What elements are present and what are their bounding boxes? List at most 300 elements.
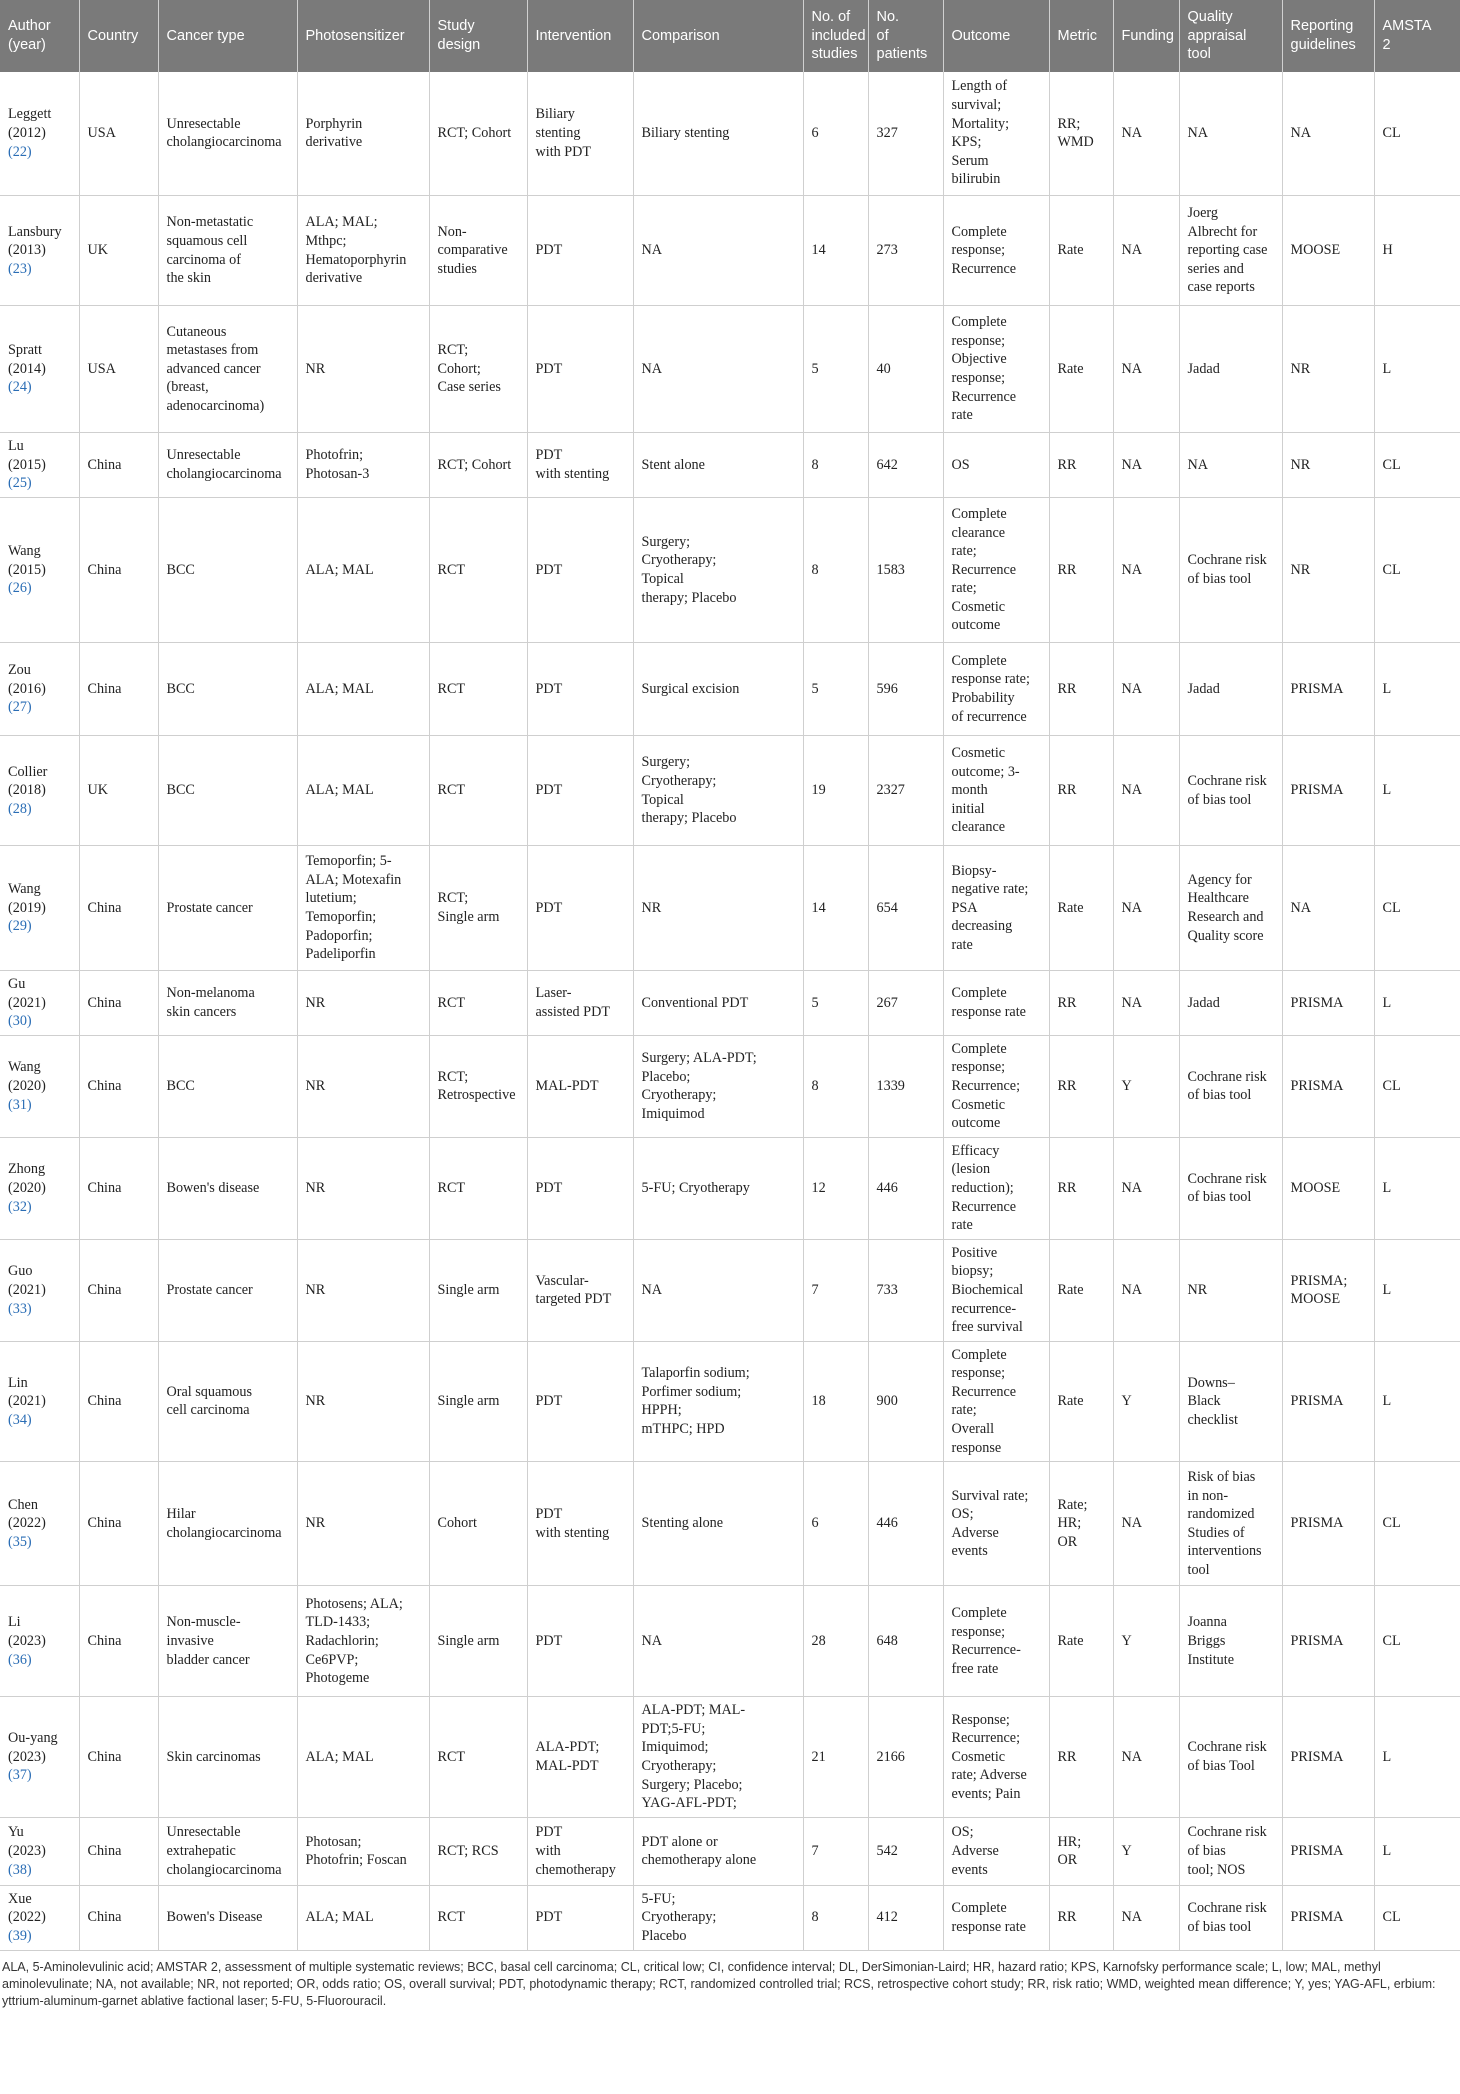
- author-year: Wang (2015): [8, 543, 46, 578]
- intervention-cell: PDT: [527, 1137, 633, 1239]
- reporting-guidelines-cell: PRISMA: [1282, 1817, 1374, 1885]
- table-row: [0, 1341, 1460, 1462]
- author-year: Lu (2015): [8, 438, 46, 473]
- quality-tool-cell: NA: [1179, 433, 1282, 498]
- reference-link[interactable]: (29): [8, 918, 32, 935]
- comparison-cell: ALA-PDT; MAL- PDT;5-FU; Imiquimod; Cryotherapy; Surgery; Placebo; YAG-AFL-PDT;: [633, 1697, 803, 1818]
- intervention-cell: PDT: [527, 306, 633, 433]
- author-year-cell: [0, 846, 79, 971]
- intervention-cell: PDT with stenting: [527, 433, 633, 498]
- patients-cell: 446: [868, 1137, 943, 1239]
- outcome-cell: OS: [943, 433, 1049, 498]
- included-studies-cell: 5: [803, 971, 868, 1036]
- included-studies-cell: 12: [803, 1137, 868, 1239]
- cancer-type-cell: Prostate cancer: [158, 846, 297, 971]
- author-year-cell: [0, 643, 79, 736]
- cancer-type-cell: Non-muscle- invasive bladder cancer: [158, 1586, 297, 1697]
- amstar-cell: CL: [1374, 433, 1460, 498]
- included-studies-cell: 28: [803, 1586, 868, 1697]
- cancer-type-cell: BCC: [158, 1035, 297, 1137]
- table-body: [0, 72, 1460, 1951]
- table-row: [0, 643, 1460, 736]
- country-cell: China: [79, 1341, 158, 1462]
- included-studies-cell: 8: [803, 433, 868, 498]
- reference-link[interactable]: (31): [8, 1096, 32, 1113]
- funding-cell: NA: [1113, 1462, 1179, 1586]
- table-row: [0, 433, 1460, 498]
- included-studies-cell: 7: [803, 1817, 868, 1885]
- reporting-guidelines-cell: NR: [1282, 498, 1374, 643]
- reference-link[interactable]: (24): [8, 379, 32, 396]
- comparison-cell: Surgery; Cryotherapy; Topical therapy; Placebo: [633, 498, 803, 643]
- table-row: [0, 1885, 1460, 1950]
- intervention-cell: PDT: [527, 846, 633, 971]
- included-studies-cell: 8: [803, 498, 868, 643]
- comparison-cell: Biliary stenting: [633, 72, 803, 196]
- metric-cell: RR: [1049, 643, 1113, 736]
- intervention-cell: PDT: [527, 736, 633, 846]
- reference-link[interactable]: (36): [8, 1651, 32, 1668]
- quality-tool-cell: Cochrane risk of bias tool: [1179, 1035, 1282, 1137]
- outcome-cell: Complete response; Recurrence- free rate: [943, 1586, 1049, 1697]
- reference-link[interactable]: (26): [8, 580, 32, 597]
- reference-link[interactable]: (23): [8, 260, 32, 277]
- cancer-type-cell: BCC: [158, 643, 297, 736]
- patients-cell: 642: [868, 433, 943, 498]
- photosensitizer-cell: ALA; MAL: [297, 1697, 429, 1818]
- author-year-cell: [0, 196, 79, 306]
- table-row: [0, 846, 1460, 971]
- amstar-cell: L: [1374, 736, 1460, 846]
- author-year-cell: [0, 498, 79, 643]
- funding-cell: Y: [1113, 1035, 1179, 1137]
- author-year: Zou (2016): [8, 662, 46, 697]
- photosensitizer-cell: NR: [297, 1035, 429, 1137]
- funding-cell: NA: [1113, 971, 1179, 1036]
- table-row: [0, 1697, 1460, 1818]
- column-header: Author (year): [0, 0, 79, 72]
- funding-cell: Y: [1113, 1341, 1179, 1462]
- metric-cell: Rate; HR; OR: [1049, 1462, 1113, 1586]
- cancer-type-cell: Bowen's disease: [158, 1137, 297, 1239]
- intervention-cell: PDT: [527, 1586, 633, 1697]
- photosensitizer-cell: NR: [297, 306, 429, 433]
- metric-cell: HR; OR: [1049, 1817, 1113, 1885]
- reference-link[interactable]: (39): [8, 1928, 32, 1944]
- table-row: [0, 1239, 1460, 1341]
- amstar-cell: CL: [1374, 846, 1460, 971]
- study-design-cell: Non- comparative studies: [429, 196, 527, 306]
- patients-cell: 542: [868, 1817, 943, 1885]
- included-studies-cell: 6: [803, 1462, 868, 1586]
- amstar-cell: L: [1374, 306, 1460, 433]
- column-header: Metric: [1049, 0, 1113, 72]
- amstar-cell: L: [1374, 1817, 1460, 1885]
- column-header: Quality appraisal tool: [1179, 0, 1282, 72]
- table-row: [0, 1137, 1460, 1239]
- included-studies-cell: 5: [803, 643, 868, 736]
- author-year: Guo (2021): [8, 1263, 46, 1298]
- comparison-cell: Surgery; Cryotherapy; Topical therapy; Placebo: [633, 736, 803, 846]
- amstar-cell: L: [1374, 643, 1460, 736]
- reference-link[interactable]: (25): [8, 475, 32, 492]
- comparison-cell: Surgical excision: [633, 643, 803, 736]
- author-year: Xue (2022): [8, 1890, 46, 1926]
- patients-cell: 654: [868, 846, 943, 971]
- reporting-guidelines-cell: MOOSE: [1282, 196, 1374, 306]
- reporting-guidelines-cell: MOOSE: [1282, 1137, 1374, 1239]
- included-studies-cell: 21: [803, 1697, 868, 1818]
- quality-tool-cell: Cochrane risk of bias tool: [1179, 1885, 1282, 1950]
- intervention-cell: PDT: [527, 1885, 633, 1950]
- patients-cell: 412: [868, 1885, 943, 1950]
- cancer-type-cell: Unresectable cholangiocarcinoma: [158, 433, 297, 498]
- amstar-cell: CL: [1374, 1035, 1460, 1137]
- quality-tool-cell: Cochrane risk of bias Tool: [1179, 1697, 1282, 1818]
- amstar-cell: CL: [1374, 72, 1460, 196]
- author-year: Yu (2023): [8, 1824, 46, 1860]
- reference-link[interactable]: (38): [8, 1861, 32, 1878]
- quality-tool-cell: Joanna Briggs Institute: [1179, 1586, 1282, 1697]
- author-year-cell: [0, 1341, 79, 1462]
- cancer-type-cell: Hilar cholangiocarcinoma: [158, 1462, 297, 1586]
- comparison-cell: Talaporfin sodium; Porfimer sodium; HPPH; mTHPC; HPD: [633, 1341, 803, 1462]
- column-header: Comparison: [633, 0, 803, 72]
- comparison-cell: PDT alone or chemotherapy alone: [633, 1817, 803, 1885]
- included-studies-cell: 7: [803, 1239, 868, 1341]
- funding-cell: NA: [1113, 736, 1179, 846]
- author-year-cell: [0, 1137, 79, 1239]
- table-row: [0, 736, 1460, 846]
- intervention-cell: PDT with chemotherapy: [527, 1817, 633, 1885]
- cancer-type-cell: Cutaneous metastases from advanced cancer (breast, adenocarcinoma): [158, 306, 297, 433]
- funding-cell: NA: [1113, 1697, 1179, 1818]
- included-studies-cell: 8: [803, 1035, 868, 1137]
- study-design-cell: RCT: [429, 736, 527, 846]
- patients-cell: 327: [868, 72, 943, 196]
- metric-cell: Rate: [1049, 846, 1113, 971]
- reference-link[interactable]: (28): [8, 800, 32, 817]
- cancer-type-cell: BCC: [158, 736, 297, 846]
- table-row: [0, 498, 1460, 643]
- intervention-cell: Vascular- targeted PDT: [527, 1239, 633, 1341]
- reference-link[interactable]: (27): [8, 699, 32, 716]
- quality-tool-cell: NR: [1179, 1239, 1282, 1341]
- author-year-cell: [0, 736, 79, 846]
- cancer-type-cell: BCC: [158, 498, 297, 643]
- author-year: Ou-yang (2023): [8, 1730, 58, 1765]
- reference-link[interactable]: (34): [8, 1411, 32, 1428]
- table-header-row: [0, 0, 1460, 72]
- study-design-cell: Single arm: [429, 1341, 527, 1462]
- amstar-cell: L: [1374, 1239, 1460, 1341]
- reference-link[interactable]: (22): [8, 143, 32, 160]
- amstar-cell: CL: [1374, 1462, 1460, 1586]
- cancer-type-cell: Unresectable extrahepatic cholangiocarcinoma: [158, 1817, 297, 1885]
- comparison-cell: NA: [633, 306, 803, 433]
- comparison-cell: Stent alone: [633, 433, 803, 498]
- author-year-cell: [0, 433, 79, 498]
- funding-cell: NA: [1113, 643, 1179, 736]
- funding-cell: NA: [1113, 196, 1179, 306]
- table-row: [0, 306, 1460, 433]
- cancer-type-cell: Prostate cancer: [158, 1239, 297, 1341]
- quality-tool-cell: Joerg Albrecht for reporting case series and case reports: [1179, 196, 1282, 306]
- patients-cell: 446: [868, 1462, 943, 1586]
- reporting-guidelines-cell: PRISMA: [1282, 1035, 1374, 1137]
- author-year-cell: [0, 1035, 79, 1137]
- column-header: Intervention: [527, 0, 633, 72]
- table-row: [0, 72, 1460, 196]
- metric-cell: RR: [1049, 433, 1113, 498]
- country-cell: China: [79, 1586, 158, 1697]
- quality-tool-cell: Cochrane risk of bias tool: [1179, 498, 1282, 643]
- country-cell: China: [79, 846, 158, 971]
- amstar-cell: CL: [1374, 1885, 1460, 1950]
- patients-cell: 1583: [868, 498, 943, 643]
- study-design-cell: RCT; Cohort: [429, 433, 527, 498]
- metric-cell: RR: [1049, 1035, 1113, 1137]
- photosensitizer-cell: ALA; MAL: [297, 736, 429, 846]
- funding-cell: NA: [1113, 846, 1179, 971]
- amstar-cell: CL: [1374, 1586, 1460, 1697]
- included-studies-cell: 19: [803, 736, 868, 846]
- photosensitizer-cell: Photofrin; Photosan-3: [297, 433, 429, 498]
- metric-cell: Rate: [1049, 1239, 1113, 1341]
- outcome-cell: Cosmetic outcome; 3- month initial clearance: [943, 736, 1049, 846]
- amstar-cell: L: [1374, 971, 1460, 1036]
- amstar-cell: L: [1374, 1341, 1460, 1462]
- quality-tool-cell: Cochrane risk of bias tool; NOS: [1179, 1817, 1282, 1885]
- country-cell: China: [79, 1462, 158, 1586]
- funding-cell: NA: [1113, 72, 1179, 196]
- funding-cell: NA: [1113, 498, 1179, 643]
- country-cell: China: [79, 1137, 158, 1239]
- outcome-cell: Complete response; Objective response; Recurrence rate: [943, 306, 1049, 433]
- author-year: Chen (2022): [8, 1496, 46, 1532]
- intervention-cell: PDT with stenting: [527, 1462, 633, 1586]
- author-year: Wang (2019): [8, 881, 46, 916]
- country-cell: China: [79, 643, 158, 736]
- comparison-cell: NA: [633, 196, 803, 306]
- study-design-cell: RCT: [429, 498, 527, 643]
- reporting-guidelines-cell: PRISMA: [1282, 1885, 1374, 1950]
- quality-tool-cell: Cochrane risk of bias tool: [1179, 736, 1282, 846]
- author-year: Zhong (2020): [8, 1161, 46, 1196]
- reference-link[interactable]: (35): [8, 1534, 32, 1551]
- country-cell: USA: [79, 72, 158, 196]
- photosensitizer-cell: NR: [297, 1462, 429, 1586]
- metric-cell: RR: [1049, 498, 1113, 643]
- metric-cell: Rate: [1049, 306, 1113, 433]
- cancer-type-cell: Bowen's Disease: [158, 1885, 297, 1950]
- table-footnote: ALA, 5-Aminolevulinic acid; AMSTAR 2, assessment of multiple systematic reviews; BCC, basal cell carcinoma; CL, critical low; CI, confidence interval; DL, DerSimonian-Laird; HR, hazard ratio; KPS, Karnofsky performance scale; L, low; MAL, methyl aminolevulinate; NA, not available; NR, not reported; OR, odds ratio; OS, overall survival; PDT, photodynamic therapy; RCT, randomized controlled trial; RCS, retrospective cohort study; RR, risk ratio; WMD, weighted mean difference; Y, yes; YAG-AFL, erbium: yttrium-aluminum-garnet ablative factional laser; 5-FU, 5-Fluorouracil.: [2, 1959, 1436, 2008]
- comparison-cell: Conventional PDT: [633, 971, 803, 1036]
- reporting-guidelines-cell: PRISMA: [1282, 1341, 1374, 1462]
- outcome-cell: Response; Recurrence; Cosmetic rate; Adverse events; Pain: [943, 1697, 1049, 1818]
- funding-cell: NA: [1113, 306, 1179, 433]
- reporting-guidelines-cell: PRISMA; MOOSE: [1282, 1239, 1374, 1341]
- study-design-cell: Single arm: [429, 1239, 527, 1341]
- metric-cell: RR: [1049, 971, 1113, 1036]
- outcome-cell: Efficacy (lesion reduction); Recurrence rate: [943, 1137, 1049, 1239]
- comparison-cell: NA: [633, 1239, 803, 1341]
- patients-cell: 596: [868, 643, 943, 736]
- funding-cell: NA: [1113, 1239, 1179, 1341]
- outcome-cell: Complete response rate: [943, 1885, 1049, 1950]
- reference-link[interactable]: (32): [8, 1198, 32, 1215]
- country-cell: China: [79, 433, 158, 498]
- author-year: Lin (2021): [8, 1374, 46, 1410]
- patients-cell: 733: [868, 1239, 943, 1341]
- author-year: Li (2023): [8, 1614, 46, 1649]
- intervention-cell: MAL-PDT: [527, 1035, 633, 1137]
- country-cell: China: [79, 971, 158, 1036]
- included-studies-cell: 8: [803, 1885, 868, 1950]
- funding-cell: NA: [1113, 1137, 1179, 1239]
- reporting-guidelines-cell: NA: [1282, 846, 1374, 971]
- intervention-cell: PDT: [527, 643, 633, 736]
- study-design-cell: RCT; Retrospective: [429, 1035, 527, 1137]
- author-year-cell: [0, 1885, 79, 1950]
- cancer-type-cell: Non-metastatic squamous cell carcinoma of the skin: [158, 196, 297, 306]
- country-cell: China: [79, 1817, 158, 1885]
- reference-link[interactable]: (33): [8, 1300, 32, 1317]
- author-year: Spratt (2014): [8, 342, 46, 377]
- intervention-cell: Biliary stenting with PDT: [527, 72, 633, 196]
- included-studies-cell: 14: [803, 196, 868, 306]
- author-year-cell: [0, 1586, 79, 1697]
- photosensitizer-cell: ALA; MAL; Mthpc; Hematoporphyrin derivative: [297, 196, 429, 306]
- quality-tool-cell: Jadad: [1179, 971, 1282, 1036]
- metric-cell: RR: [1049, 736, 1113, 846]
- photosensitizer-cell: NR: [297, 1239, 429, 1341]
- table-row: [0, 1462, 1460, 1586]
- column-header: Country: [79, 0, 158, 72]
- column-header: Reporting guidelines: [1282, 0, 1374, 72]
- quality-tool-cell: Downs– Black checklist: [1179, 1341, 1282, 1462]
- reporting-guidelines-cell: NR: [1282, 306, 1374, 433]
- patients-cell: 273: [868, 196, 943, 306]
- outcome-cell: Complete response rate: [943, 971, 1049, 1036]
- country-cell: UK: [79, 736, 158, 846]
- included-studies-cell: 14: [803, 846, 868, 971]
- country-cell: USA: [79, 306, 158, 433]
- reference-link[interactable]: (37): [8, 1767, 32, 1784]
- author-year: Leggett (2012): [8, 106, 52, 141]
- outcome-cell: Biopsy- negative rate; PSA decreasing rate: [943, 846, 1049, 971]
- study-design-cell: Single arm: [429, 1586, 527, 1697]
- included-studies-cell: 5: [803, 306, 868, 433]
- cancer-type-cell: Oral squamous cell carcinoma: [158, 1341, 297, 1462]
- intervention-cell: PDT: [527, 1341, 633, 1462]
- author-year: Gu (2021): [8, 976, 46, 1011]
- author-year-cell: [0, 1817, 79, 1885]
- outcome-cell: OS; Adverse events: [943, 1817, 1049, 1885]
- metric-cell: Rate: [1049, 196, 1113, 306]
- quality-tool-cell: Agency for Healthcare Research and Quality score: [1179, 846, 1282, 971]
- amstar-cell: H: [1374, 196, 1460, 306]
- reporting-guidelines-cell: NA: [1282, 72, 1374, 196]
- author-year-cell: [0, 72, 79, 196]
- author-year-cell: [0, 306, 79, 433]
- photosensitizer-cell: NR: [297, 1341, 429, 1462]
- patients-cell: 267: [868, 971, 943, 1036]
- outcome-cell: Complete response rate; Probability of recurrence: [943, 643, 1049, 736]
- metric-cell: RR: [1049, 1885, 1113, 1950]
- metric-cell: RR: [1049, 1137, 1113, 1239]
- quality-tool-cell: NA: [1179, 72, 1282, 196]
- photosensitizer-cell: Porphyrin derivative: [297, 72, 429, 196]
- country-cell: UK: [79, 196, 158, 306]
- reporting-guidelines-cell: PRISMA: [1282, 1697, 1374, 1818]
- included-studies-cell: 6: [803, 72, 868, 196]
- outcome-cell: Complete response; Recurrence: [943, 196, 1049, 306]
- reporting-guidelines-cell: NR: [1282, 433, 1374, 498]
- reference-link[interactable]: (30): [8, 1013, 32, 1030]
- study-design-cell: RCT; Single arm: [429, 846, 527, 971]
- photosensitizer-cell: Photosan; Photofrin; Foscan: [297, 1817, 429, 1885]
- study-design-cell: RCT: [429, 643, 527, 736]
- author-year: Collier (2018): [8, 763, 48, 799]
- country-cell: China: [79, 1035, 158, 1137]
- patients-cell: 40: [868, 306, 943, 433]
- study-design-cell: RCT; Cohort: [429, 72, 527, 196]
- country-cell: China: [79, 1697, 158, 1818]
- table-row: [0, 1586, 1460, 1697]
- column-header: Cancer type: [158, 0, 297, 72]
- reporting-guidelines-cell: PRISMA: [1282, 736, 1374, 846]
- photosensitizer-cell: ALA; MAL: [297, 498, 429, 643]
- comparison-cell: 5-FU; Cryotherapy: [633, 1137, 803, 1239]
- metric-cell: RR: [1049, 1697, 1113, 1818]
- intervention-cell: ALA-PDT; MAL-PDT: [527, 1697, 633, 1818]
- study-design-cell: Cohort: [429, 1462, 527, 1586]
- metric-cell: RR; WMD: [1049, 72, 1113, 196]
- column-header: Outcome: [943, 0, 1049, 72]
- photosensitizer-cell: ALA; MAL: [297, 643, 429, 736]
- metric-cell: Rate: [1049, 1586, 1113, 1697]
- column-header: Funding: [1113, 0, 1179, 72]
- photosensitizer-cell: Temoporfin; 5- ALA; Motexafin lutetium; Temoporfin; Padoporfin; Padeliporfin: [297, 846, 429, 971]
- author-year-cell: [0, 1239, 79, 1341]
- intervention-cell: PDT: [527, 498, 633, 643]
- column-header: No. of patients: [868, 0, 943, 72]
- metric-cell: Rate: [1049, 1341, 1113, 1462]
- comparison-cell: Stenting alone: [633, 1462, 803, 1586]
- cancer-type-cell: Non-melanoma skin cancers: [158, 971, 297, 1036]
- quality-tool-cell: Jadad: [1179, 643, 1282, 736]
- author-year-cell: [0, 1697, 79, 1818]
- patients-cell: 2327: [868, 736, 943, 846]
- column-header: AMSTA 2: [1374, 0, 1460, 72]
- photosensitizer-cell: NR: [297, 971, 429, 1036]
- outcome-cell: Positive biopsy; Biochemical recurrence- free survival: [943, 1239, 1049, 1341]
- amstar-cell: CL: [1374, 498, 1460, 643]
- funding-cell: NA: [1113, 1885, 1179, 1950]
- outcome-cell: Length of survival; Mortality; KPS; Serum bilirubin: [943, 72, 1049, 196]
- patients-cell: 900: [868, 1341, 943, 1462]
- photosensitizer-cell: Photosens; ALA; TLD-1433; Radachlorin; Ce6PVP; Photogeme: [297, 1586, 429, 1697]
- column-header: Photosensitizer: [297, 0, 429, 72]
- photosensitizer-cell: NR: [297, 1137, 429, 1239]
- amstar-cell: L: [1374, 1697, 1460, 1818]
- outcome-cell: Complete response; Recurrence rate; Overall response: [943, 1341, 1049, 1462]
- author-year: Lansbury (2013): [8, 223, 62, 259]
- funding-cell: Y: [1113, 1817, 1179, 1885]
- funding-cell: Y: [1113, 1586, 1179, 1697]
- author-year: Wang (2020): [8, 1059, 46, 1094]
